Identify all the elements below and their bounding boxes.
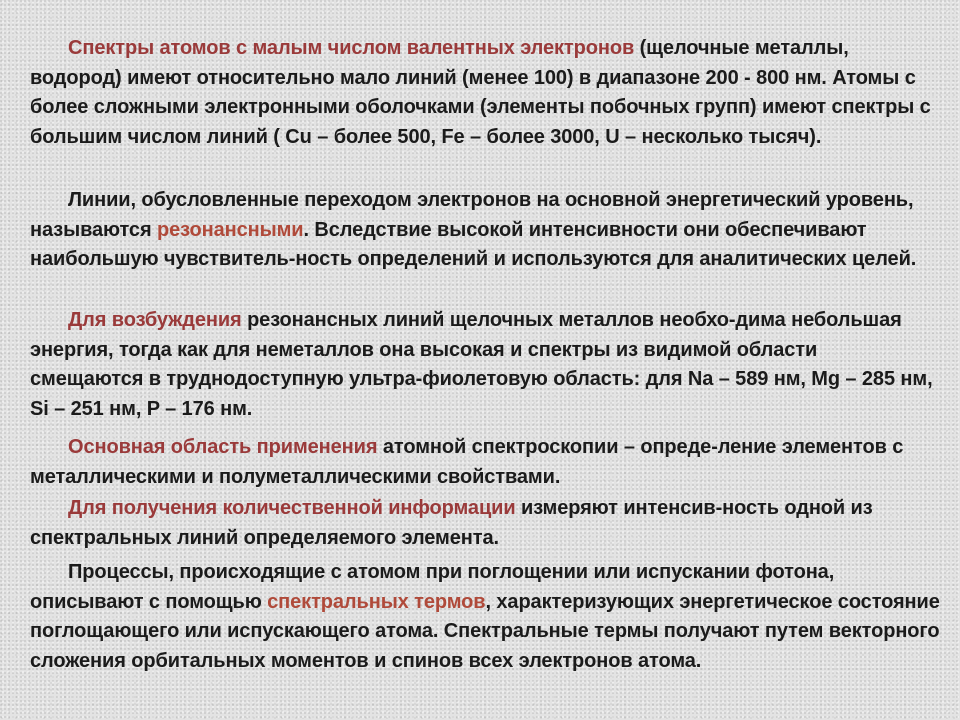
highlight-excitation: Для возбуждения [68,309,242,331]
highlight-spectral-terms: спектральных термов [267,590,486,613]
paragraph-text: резонансных линий щелочных металлов необхо-дима небольшая энергия, тогда как для неметаллов она высокая и спектры из видимой области смещаются в труднодоступную ультра-фиолетовую область: для Na – 589 нм, Mg – 285 нм, Si – 251 нм, P – 176 нм. [30,309,933,420]
paragraph-valence-spectra [30,34,935,152]
highlight-valence-electrons: Спектры атомов с малым числом валентных электронов [68,37,635,59]
highlight-resonance: резонансными [157,218,304,241]
paragraph-text: . Вследствие высокой интенсивности они обеспечивают наибольшую чувствитель-ность определений и используются для аналитических целей. [30,218,917,270]
paragraph-resonance-lines [30,186,935,275]
paragraph-text: (щелочные металлы, водород) имеют относительно мало линий (менее 100) в диапазоне 200 - 800 нм. Атомы с более сложными электронными оболочками (элементы побочных групп) имеют спектры с большим числом линий ( Cu – более 500, Fe – более 3000, U – несколько тысяч). [30,37,931,148]
paragraph-spectral-terms [30,558,940,676]
paragraph-text: атомной спектроскопии – опреде-ление элементов с металлическими и полуметаллическими свойствами. [30,436,904,488]
paragraph-text: , характеризующих энергетическое состояние поглощающего или испускающего атома. Спектральные термы получают путем векторного сложения орбитальных моментов и спинов всех электронов атома. [30,590,940,672]
paragraph-application [30,433,935,492]
paragraph-text: измеряют интенсив-ность одной из спектральных линий определяемого элемента. [30,497,873,549]
highlight-quantitative: Для получения количественной информации [68,497,516,519]
highlight-application: Основная область применения [68,436,378,458]
paragraph-quantitative [30,494,935,553]
paragraph-text: Линии, обусловленные переходом электронов на основной энергетический уровень, называются [30,189,914,241]
paragraph-text: Процессы, происходящие с атомом при поглощении или испускании фотона, описывают с помощью [30,561,835,613]
paragraph-excitation [30,306,935,424]
